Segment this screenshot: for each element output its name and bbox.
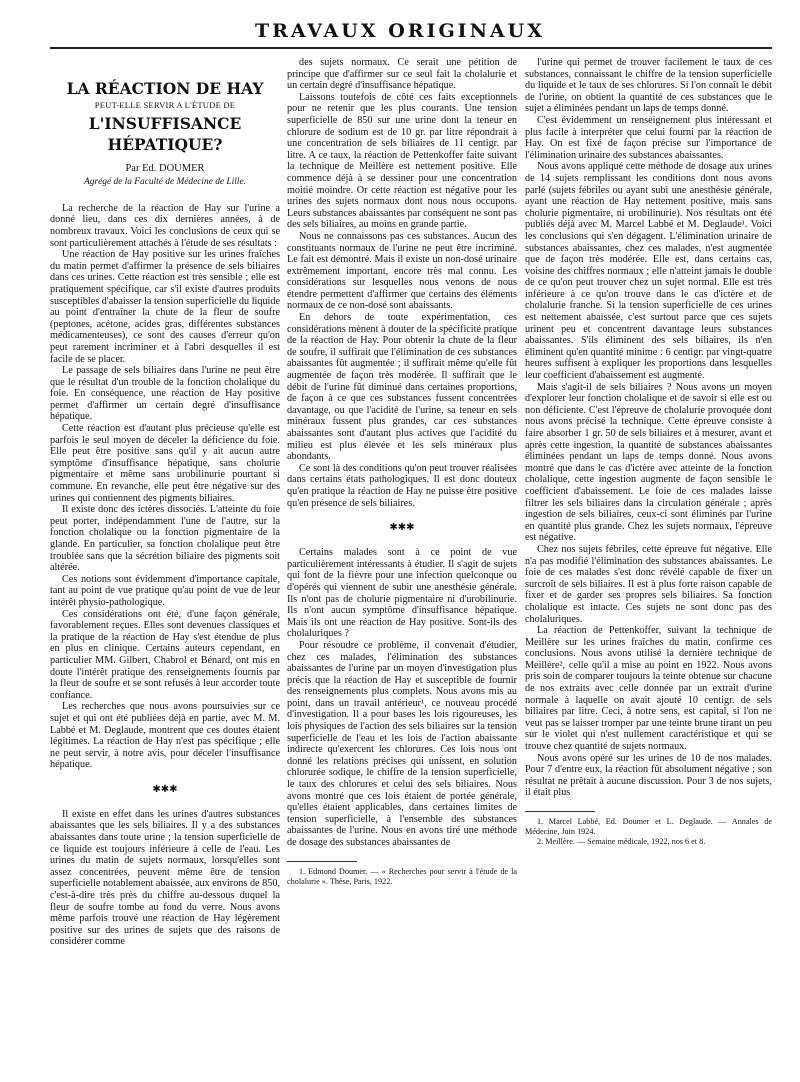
paragraph: Mais s'agit-il de sels biliaires ? Nous avons un moyen d'explorer leur fonction cholalique et de savoir si elle est ou non déficiente. C'est l'épreuve de cholalurie provoquée dont nous avons précisé la technique. Cette épreuve consiste à faire absorber 1 gr. 50 de sels biliaires et à mesurer, avant et après cette ingestion, la quantité de substances abaissantes éliminées pendant un laps de temps donné. Nous avons montré que dans le cas d'ictère avec atteinte de la fonction cholalique, cette ingestion augmente de façon sensible le coefficient d'abaissement. Le foie de ces malades laisse filtrer les sels biliaires dans la circulation générale ; après ingestion de sels biliaires, ceux-ci sont éliminés par l'urine en quantité plus grande. Chez les sujets normaux, l'épreuve est négative. (525, 381, 772, 544)
paragraph: Nous avons opéré sur les urines de 10 de nos malades. Pour 7 d'entre eux, la réaction fût absolument négative ; son résultat ne prêtait à aucune discussion. Pour 3 de nos sujets, il était plus (525, 752, 772, 799)
article-title-line-3: L'INSUFFISANCE HÉPATIQUE? (88, 113, 242, 154)
footnote: 1. Edmond Doumer. — « Recherches pour servir à l'étude de la cholalurie ». Thèse, Paris, 1922. (287, 866, 517, 886)
article-affiliation: Agrégé de la Faculté de Médecine de Lille. (84, 177, 246, 188)
article-title-line-1: LA RÉACTION DE HAY (66, 79, 264, 98)
column-2 (287, 57, 517, 1072)
paragraph: Ces notions sont évidemment d'importance capitale, tant au point de vue pratique qu'au point de vue de leur intérêt physio-pathologique. (50, 573, 280, 608)
paragraph: Certains malades sont à ce point de vue particulièrement intéressants à étudier. Il s'agit de sujets qui font de la fièvre pour une infection quelconque ou d'opérés qui viennent de subir une anesthésie générale. Ils n'ont pas de cholurie pigmentaire ni d'urobilinurie. Ils n'ont aucun symptôme d'insuffisance hépatique. Mais ils ont une réaction de Hay positive. Sont-ils des cholaluriques ? (287, 547, 517, 640)
paragraph: Il existe donc des ictères dissociés. L'atteinte du foie peut porter, indépendamment l'une de l'autre, sur la fonction cholalique ou la fonction pigmentaire de la glande. En particulier, sa fonction cholalique peut être troublée sans que la sécrétion biliaire des pigments soit altérée. (50, 504, 280, 574)
paragraph: C'est évidemment un renseignement plus intéressant et plus facile à interpréter que celui fourni par la réaction de Hay. On est fixé de façon précise sur l'importance de l'élimination urinaire des substances abaissantes. (525, 114, 772, 161)
column-1 (50, 57, 280, 1072)
footnote-rule (525, 811, 595, 812)
paragraph: Cette réaction est d'autant plus précieuse qu'elle est parfois le seul moyen de déceler la déficience du foie. Elle peut être positive sans qu'il y ait aucun autre symptôme d'insuffisance hépatique, sans cholurie pigmentaire et même sans urobilinurie pourtant si commune. En revanche, elle peut être négative sur des urines qui contiennent des pigments biliaires. (50, 423, 280, 504)
section-separator: ✱✱✱ (389, 522, 415, 534)
paragraph: Il existe en effet dans les urines d'autres substances abaissantes que les sels biliaires. Il y a des substances abaissantes dans toute urine ; la tension superficielle de ce liquide est toujours inférieure à celle de l'eau. Les urines du matin de sujets normaux, lorsqu'elles sont assez concentrées, peuvent même être de tension superficielle notablement abaissée, aux environs de 850, c'est-à-dire très près du chiffre au-dessous duquel la fleur de soufre tombe au fond du verre. Nous avons même parfois trouvé une réaction de Hay légèrement positive sur des urines de sujets que des raisons de considérer comme (50, 808, 280, 948)
header-rule (50, 47, 772, 49)
paragraph: Ce sont là des conditions qu'on peut trouver réalisées dans certains états pathologiques. Il est donc douteux qu'en pratique la réaction de Hay ne puisse être positive qu'en présence de sels biliaires. (287, 462, 517, 509)
paragraph: Pour résoudre ce problème, il convenait d'étudier, chez ces malades, l'élimination des substances abaissantes de l'urine par un moyen d'investigation plus précis que la réaction de Hay et susceptible de fournir des renseignements plus complets. Nous avons mis au point, dans un travail antérieur¹, ce nouveau procédé d'investigation. Il a pour bases les lois rigoureuses, les lois physiques de l'action des sels biliaires sur la tension superficielle de l'eau et les lois de l'action abaissante indirecte qu'exercent les chlorures. Ces lois nous ont donné les relations précises qui unissent, en solution chlorurée sodique, le chiffre de la tension superficielle, le taux des chlorures et celui des sels biliaires. Nous avons montré que ces lois étaient de portée générale, qu'elles étaient applicables, dans certaines limites de tension superficielle, à l'ensemble des substances abaissantes de l'urine. Nous en avons tiré une méthode de dosage des substances abaissantes de (287, 639, 517, 848)
paragraph: Laissons toutefois de côté ces faits exceptionnels pour ne retenir que les plus courants. Une tension superficielle de 850 sur une urine dont la teneur en chlorure de sodium est de 10 gr. par litre répondrait à une concentration de sels biliaires de 11 centigr. par litre. A ce taux, la réaction de Pettenkoffer faite suivant la technique de Meillère est nettement positive. Elle commence déjà à se dessiner pour une concentration moitié moindre. Or cette réaction est négative pour les urines des sujets normaux dont nous nous occupons. Leurs substances abaissantes par conséquent ne sont pas des sels biliaires, au moins en grande partie. (287, 91, 517, 231)
article-title-line-2: PEUT-ELLE SERVIR A L'ÉTUDE DE (94, 100, 236, 110)
footnote-rule (287, 861, 357, 862)
paragraph: La recherche de la réaction de Hay sur l'urine a donné lieu, dans ces dix dernières années, à de nombreux travaux. Voici les conclusions de ceux qui se sont particulièrement attachés à l'étude de ses résultats : (50, 202, 280, 249)
paragraph: Nous ne connaissons pas ces substances. Aucun des constituants normaux de l'urine ne peut être incriminé. Le fait est démontré. Mais il existe un non-dosé urinaire extrêmement important, encore très mal connu. Les considérations sur lesquelles nous venons de nous étendre permettent d'affirmer que certains des éléments normaux de ce non-dosé sont abaissants. (287, 230, 517, 312)
running-head: TRAVAUX ORIGINAUX (255, 20, 545, 42)
column-3 (525, 57, 772, 1072)
footnote: 1. Marcel Labbé, Ed. Doumer et L. Deglaude. — Annales de Médecine, Juin 1924. (525, 817, 772, 836)
paragraph: des sujets normaux. Ce serait une pétition de principe que d'affirmer sur ce seul fait la cholalurie et un certain degré d'insuffisance hépatique. (287, 57, 517, 92)
paragraph: Une réaction de Hay positive sur les urines fraîches du matin permet d'affirmer la présence de sels biliaires dans ces urines. Cette réaction est très sensible ; elle est pratiquement spécifique, car s'il existe d'autres produits susceptibles d'abaisser la tension superficielle du liquide au point d'entraîner la chute de la fleur de soufre (peptones, acétone, acides gras, différentes substances médicamenteuses), ce sont des causes d'erreur qu'on peut rarement incriminer et à l'abri desquelles il est facile de se placer. (50, 249, 280, 365)
article-title-block (50, 57, 280, 203)
paragraph: Le passage de sels biliaires dans l'urine ne peut être que le résultat d'un trouble de la fonction cholalique du foie. En conséquence, une réaction de Hay positive permet d'affirmer un certain degré d'insuffisance hépatique. (50, 365, 280, 423)
paragraph: La réaction de Pettenkoffer, suivant la technique de Meillère sur les urines fraîches du matin, confirme ces conclusions. Nous avons utilisé la dernière technique de Meillère², celle qu'il a mise au point en 1922. Nous avons pris soin de comparer toujours la teinte obtenue sur chacune de nos extraits avec celle donnée par un extrait d'urine normale à laquelle on avait ajouté 10 centigr. de sels biliaires par litre. Ceci, à notre sens, est capital, si l'on ne veut pas se laisser tromper par une teinte brune tirant un peu sur le violet qui n'est nullement caractéristique et qui se trouve chez quantité de sujets normaux. (525, 625, 772, 753)
paragraph: Les recherches que nous avons poursuivies sur ce sujet et qui ont été publiées déjà en partie, avec M. M. Labbé et M. Deglaude, montrent que ces doutes étaient légitimes. La réaction de Hay n'est pas spécifique ; elle ne peut servir, à notre avis, pour déceler l'insuffisance hépatique. (50, 701, 280, 771)
paragraph: Nous avons appliqué cette méthode de dosage aux urines de 14 sujets remplissant les conditions dont nous avons parlé (sujets fébriles ou ayant subi une anesthésie générale, ayant une réaction de Hay nettement positive, mais sans cholurie pigmentaire, ni urobilinurie). Nos résultats ont été publiés déjà avec M. Marcel Labbé et M. Deglaude¹. Voici les conclusions qui s'en dégagent. L'élimination urinaire de substances abaissantes, chez ces malades, n'est augmentée que de façon très modérée. Elle est, dans certains cas, voisine des chiffres normaux ; elle n'atteint jamais le double de ce qu'on peut trouver chez un sujet normal. Elle est très inférieure à ce qu'on trouve dans le cas d'ictère et de cholalurie franche. Si la tension superficielle de ces urines est nettement abaissée, c'est surtout parce que ces sujets urinent peu et concentrent davantage leurs substances abaissantes. S'ils éliminent des sels biliaires, ils n'en éliminent qu'en quantité minime : 6 centigr. par vingt-quatre heures suffisent à expliquer les proportions dans lesquelles leur coefficient d'abaissement est augmenté. (525, 161, 772, 382)
paragraph: En dehors de toute expérimentation, ces considérations mènent à douter de la spécificité pratique de la réaction de Hay. Pour obtenir la chute de la fleur de soufre, il suffirait que l'élimination de ces substances abaissantes fût augmentée ; il suffirait même qu'elle fût augmentée de façon très modérée. Il suffirait que le débit de l'urine fût diminué dans certaines proportions, de façon à ce que ces substances fussent concentrées davantage, ou que l'acidité de l'urine, sa teneur en sels minéraux fussent plus grandes, car ces substances abaissantes sont d'autant plus actives que l'acidité du milieu est plus élevée et les sels minéraux plus abondants. (287, 312, 517, 463)
paragraph: Chez nos sujets fébriles, cette épreuve fut négative. Elle n'a pas modifié l'élimination des substances abaissantes. Le foie de ces malades s'est donc révélé capable de fixer un surcroît de sels biliaires. Il est à plus forte raison capable de fixer et de garder ses propres sels biliaires. Sa fonction cholalique est intacte. Ces sujets ne sont donc pas des cholaluriques. (525, 543, 772, 625)
article-author: Par Ed. DOUMER (125, 162, 205, 174)
paragraph: Ces considérations ont été, d'une façon générale, favorablement reçues. Elles sont devenues classiques et la pratique de la réaction de Hay s'est étendue de plus en plus en clinique. Certains auteurs cependant, en particulier MM. Gilbert, Chabrol et Bénard, ont mis en doute l'intérêt pratique des renseignements fournis par la fleur de soufre et se sont refusés à leur accorder toute confiance. (50, 608, 280, 701)
paragraph: l'urine qui permet de trouver facilement le taux de ces substances, connaissant le chiffre de la tension superficielle du liquide et le taux de ses chlorures. Si l'on connaît le débit de l'urine, on obtient la quantité de ces substances que le sujet a éliminées pendant un laps de temps donné. (525, 57, 772, 115)
footnote: 2. Meillère. — Semaine médicale, 1922, nos 6 et 8. (537, 837, 706, 846)
section-separator: ✱✱✱ (152, 783, 178, 795)
